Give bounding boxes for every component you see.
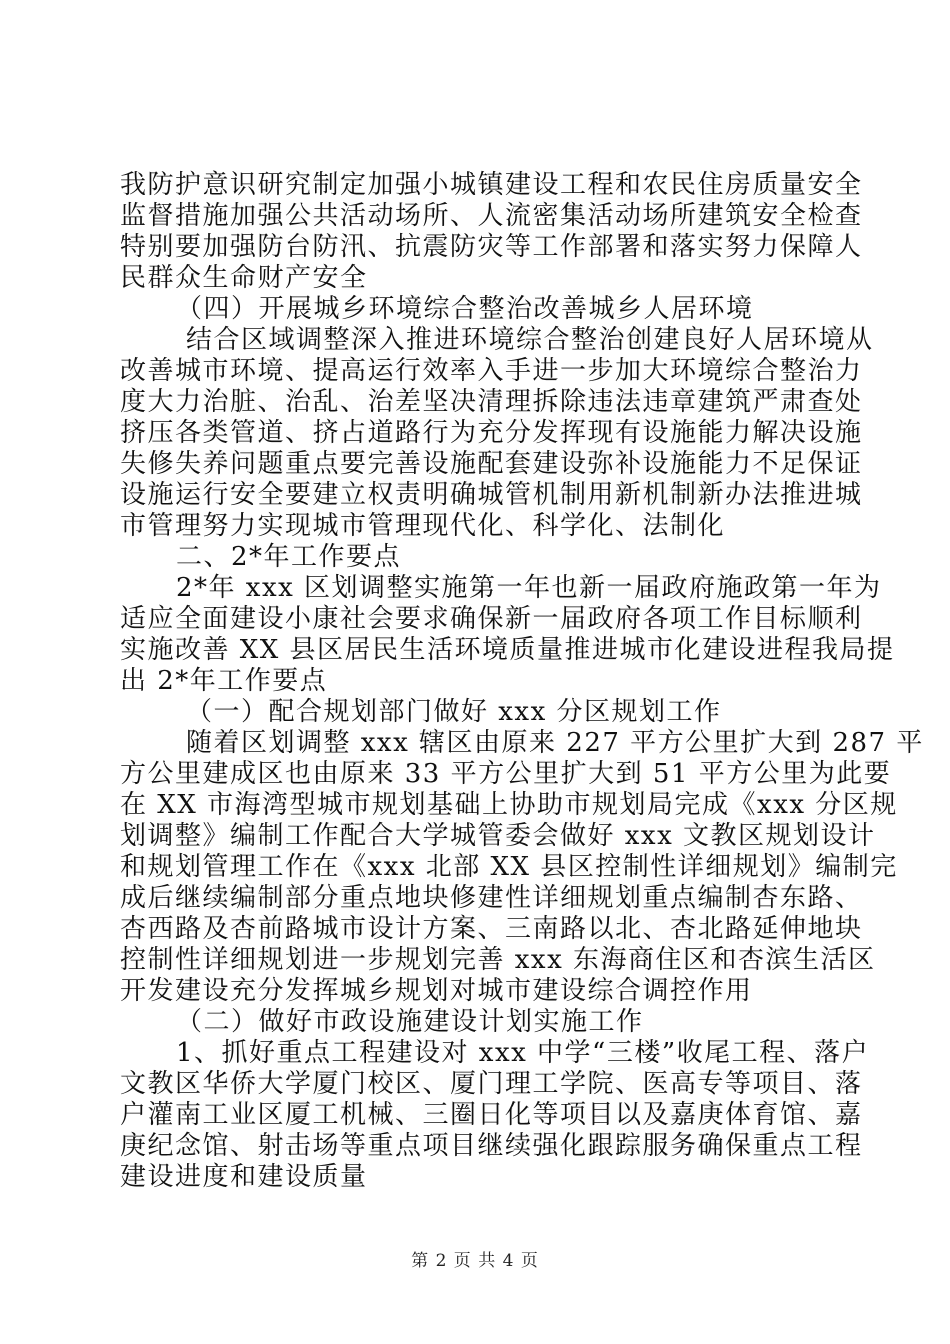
paragraph-line: 市管理努力实现城市管理现代化、科学化、法制化	[120, 511, 726, 541]
paragraph-line: 方公里建成区也由原来 33 平方公里扩大到 51 平方公里为此要	[120, 759, 892, 789]
page-number: 第 2 页 共 4 页	[411, 1251, 539, 1271]
paragraph-line: 实施改善 XX 县区居民生活环境质量推进城市化建设进程我局提	[120, 635, 895, 665]
section-heading: （二）做好市政设施建设计划实施工作	[176, 1007, 644, 1037]
paragraph-line: 1、抓好重点工程建设对 xxx 中学“三楼”收尾工程、落户	[176, 1038, 870, 1068]
paragraph-line: 度大力治脏、治乱、治差坚决清理拆除违法违章建筑严肃查处	[120, 387, 863, 417]
section-heading: （四）开展城乡环境综合整治改善城乡人居环境	[176, 294, 754, 324]
paragraph-line: 户灌南工业区厦工机械、三圈日化等项目以及嘉庚体育馆、嘉	[120, 1100, 863, 1130]
paragraph-line: 民群众生命财产安全	[120, 263, 368, 293]
paragraph-line: 控制性详细规划进一步规划完善 xxx 东海商住区和杏滨生活区	[120, 945, 876, 975]
paragraph-line: 开发建设充分发挥城乡规划对城市建设综合调控作用	[120, 976, 753, 1006]
paragraph-line: 划调整》编制工作配合大学城管委会做好 xxx 文教区规划设计	[120, 821, 876, 851]
paragraph-line: 我防护意识研究制定加强小城镇建设工程和农民住房质量安全	[120, 170, 863, 200]
paragraph-line: 设施运行安全要建立权责明确城管机制用新机制新办法推进城	[120, 480, 863, 510]
paragraph-line: 挤压各类管道、挤占道路行为充分发挥现有设施能力解决设施	[120, 418, 863, 448]
paragraph-line: 建设进度和建设质量	[120, 1162, 368, 1192]
paragraph-line: 特别要加强防台防汛、抗震防灾等工作部署和落实努力保障人	[120, 232, 863, 262]
paragraph-line: 成后继续编制部分重点地块修建性详细规划重点编制杏东路、	[120, 883, 863, 913]
paragraph-line: 出 2*年工作要点	[120, 666, 328, 696]
paragraph-line: 结合区域调整深入推进环境综合整治创建良好人居环境从	[186, 325, 874, 355]
paragraph-line: 庚纪念馆、射击场等重点项目继续强化跟踪服务确保重点工程	[120, 1131, 863, 1161]
paragraph-line: 适应全面建设小康社会要求确保新一届政府各项工作目标顺利	[120, 604, 863, 634]
paragraph-line: 监督措施加强公共活动场所、人流密集活动场所建筑安全检查	[120, 201, 863, 231]
paragraph-line: 随着区划调整 xxx 辖区由原来 227 平方公里扩大到 287 平	[186, 728, 924, 758]
paragraph-line: 改善城市环境、提高运行效率入手进一步加大环境综合整治力	[120, 356, 863, 386]
paragraph-line: 文教区华侨大学厦门校区、厦门理工学院、医高专等项目、落	[120, 1069, 863, 1099]
paragraph-line: 2*年 xxx 区划调整实施第一年也新一届政府施政第一年为	[176, 573, 882, 603]
section-heading: 二、2*年工作要点	[176, 542, 402, 572]
paragraph-line: 失修失养问题重点要完善设施配套建设弥补设施能力不足保证	[120, 449, 863, 479]
paragraph-line: 在 XX 市海湾型城市规划基础上协助市规划局完成《xxx 分区规	[120, 790, 898, 820]
document-body	[120, 170, 924, 1193]
paragraph-line: 和规划管理工作在《xxx 北部 XX 县区控制性详细规划》编制完	[120, 852, 898, 882]
section-heading: （一）配合规划部门做好 xxx 分区规划工作	[186, 697, 722, 727]
paragraph-line: 杏西路及杏前路城市设计方案、三南路以北、杏北路延伸地块	[120, 914, 863, 944]
